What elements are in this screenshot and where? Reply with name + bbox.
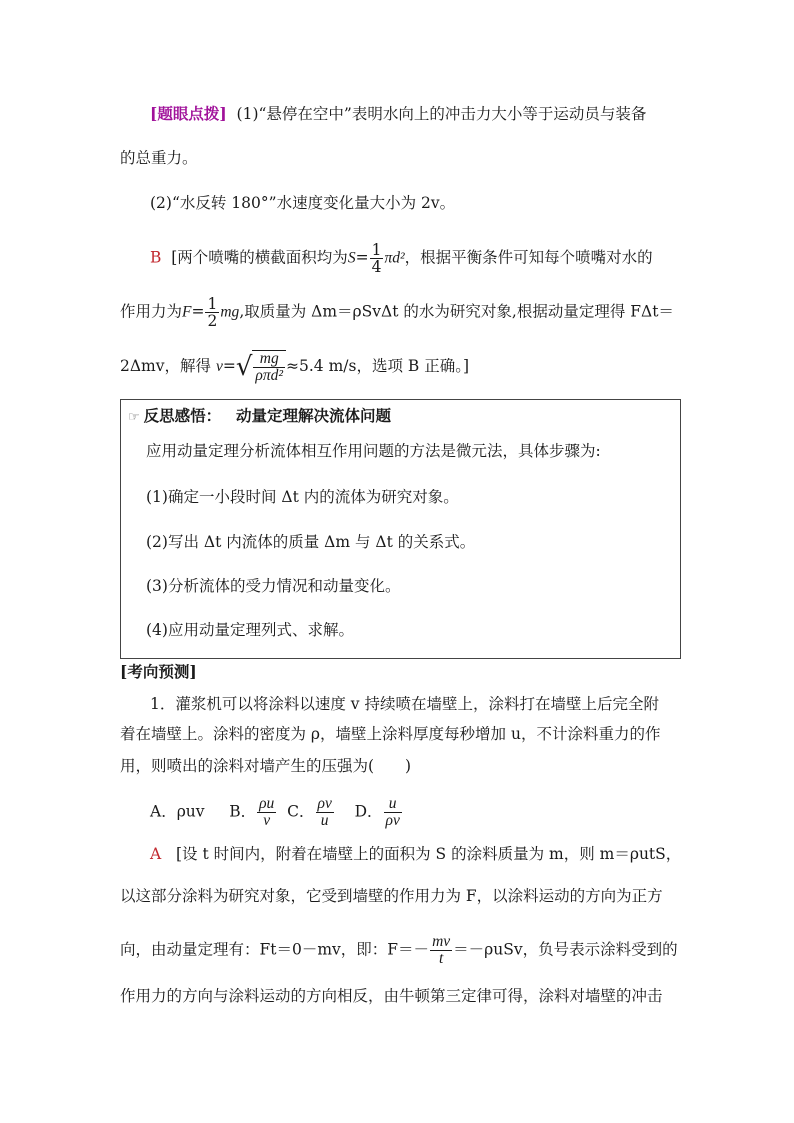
option-C-fraction <box>316 796 334 829</box>
symbol-F: F <box>182 303 192 321</box>
answer-2-text-1: [设 t 时间内，附着在墙壁上的面积为 S 的涂料质量为 m，则 m＝ρutS， <box>175 845 682 863</box>
question-1-line-2: 着在墙壁上。涂料的密度为 ρ，墙壁上涂料厚度每秒增加 u，不计涂料重力的作 <box>120 725 661 743</box>
radicand <box>252 350 286 384</box>
fraction-numerator: mg <box>253 351 285 368</box>
answer-2-line-1 <box>150 844 706 864</box>
answer-1-line2-a: 作用力为 <box>120 302 183 321</box>
fraction-denominator: ρπd² <box>255 367 284 384</box>
forecast-label: [考向预测] <box>120 662 197 681</box>
symbol-mg: mg <box>220 303 240 321</box>
option-D-label: D． <box>354 802 383 821</box>
reflection-step-4: (4)应用动量定理列式、求解。 <box>146 621 354 639</box>
fraction-denominator: ρv <box>385 812 400 829</box>
answer-1-line2-b: ,取质量为 Δm＝ρSvΔt 的水为研究对象,根据动量定理得 FΔt＝ <box>239 302 674 321</box>
reflection-step-1: (1)确定一小段时间 Δt 内的流体为研究对象。 <box>146 488 459 506</box>
option-B-fraction <box>257 796 276 829</box>
fraction-numerator: 1 <box>371 241 382 259</box>
hint-text-2: 的总重力。 <box>120 149 198 167</box>
answer-1-letter: B <box>150 248 162 267</box>
answer-2-line-3 <box>120 934 676 967</box>
equals-sign: = <box>222 357 236 375</box>
fraction-denominator: 4 <box>371 258 382 276</box>
answer-2-line3-b: ＝－ρuSv，负号表示涂料受到的 <box>453 940 678 959</box>
paragraph-hint-line-2 <box>120 148 676 168</box>
fraction-numerator: ρv <box>317 795 332 812</box>
fraction-numerator: u <box>384 796 402 813</box>
answer-2-line3-a: 向，由动量定理有：Ft＝0－mv，即：F＝－ <box>120 940 430 959</box>
paragraph-hint-2 <box>150 193 706 213</box>
equals-sign: = <box>355 248 369 267</box>
option-C-label: C． <box>287 802 315 821</box>
answer-1-line-3 <box>120 350 676 384</box>
reflection-title: 反思感悟： <box>143 406 222 425</box>
fraction-denominator: t <box>438 950 444 967</box>
hint-2-text: (2)“水反转 180°”水速度变化量大小为 2v。 <box>150 194 456 212</box>
hand-pointing-icon: ☞ <box>128 410 140 425</box>
equals-sign: = <box>191 302 205 321</box>
answer-1-line3-a: 2Δmv，解得 <box>120 357 212 375</box>
reflection-subtitle: 动量定理解决流体问题 <box>235 406 391 425</box>
fraction-mv-over-t <box>430 934 452 967</box>
answer-1-text-b: ，根据平衡条件可知每个喷嘴对水的 <box>404 248 653 267</box>
question-1-line-3: 用，则喷出的涂料对墙产生的压强为( ) <box>120 757 412 775</box>
symbol-v: v <box>215 358 223 375</box>
pi-d-squared: πd² <box>384 249 405 267</box>
answer-1-line-1 <box>150 242 706 275</box>
radical-sign: √ <box>235 352 253 382</box>
hint-text-1: (1)“悬停在空中”表明水向上的冲击力大小等于运动员与装备 <box>236 105 647 123</box>
hint-tag: [题眼点拨] <box>150 104 227 123</box>
question-1-options <box>150 796 706 829</box>
fraction-numerator: 1 <box>207 295 218 313</box>
reflection-title-line <box>128 406 684 428</box>
fraction-one-half <box>205 296 219 329</box>
fraction-denominator: 2 <box>207 312 218 330</box>
answer-1-line-2 <box>120 296 676 329</box>
reflection-intro: 应用动量定理分析流体相互作用问题的方法是微元法，具体步骤为: <box>146 442 601 460</box>
answer-2-line-4: 作用力的方向与涂料运动的方向相反，由牛顿第三定律可得，涂料对墙壁的冲击 <box>120 987 663 1005</box>
question-1-line-1: 1．灌浆机可以将涂料以速度 v 持续喷在墙壁上，涂料打在墙壁上后完全附 <box>150 695 659 713</box>
answer-2-line-2: 以这部分涂料为研究对象，它受到墙壁的作用力为 F，以涂料运动的方向为正方 <box>120 887 663 905</box>
option-B-label: B． <box>229 802 257 821</box>
answer-2-letter: A <box>150 845 162 863</box>
reflection-step-2: (2)写出 Δt 内流体的质量 Δm 与 Δt 的关系式。 <box>146 533 476 551</box>
option-A: A．ρuv <box>150 802 205 821</box>
fraction-numerator: mv <box>432 933 451 950</box>
paragraph-hint-line-1 <box>150 104 706 124</box>
fraction-denominator: v <box>263 812 271 829</box>
symbol-S: S <box>347 249 356 267</box>
fraction-one-quarter <box>370 242 384 275</box>
fraction-numerator: ρu <box>259 795 275 812</box>
square-root <box>236 350 286 384</box>
answer-1-text-a: [两个喷嘴的横截面积均为 <box>171 248 348 267</box>
fraction-denominator: u <box>320 812 329 829</box>
option-D-fraction <box>384 796 402 829</box>
reflection-step-3: (3)分析流体的受力情况和动量变化。 <box>146 577 401 595</box>
fraction-radicand <box>253 351 285 384</box>
answer-1-line3-b: ≈5.4 m/s，选项 B 正确。] <box>286 357 470 375</box>
